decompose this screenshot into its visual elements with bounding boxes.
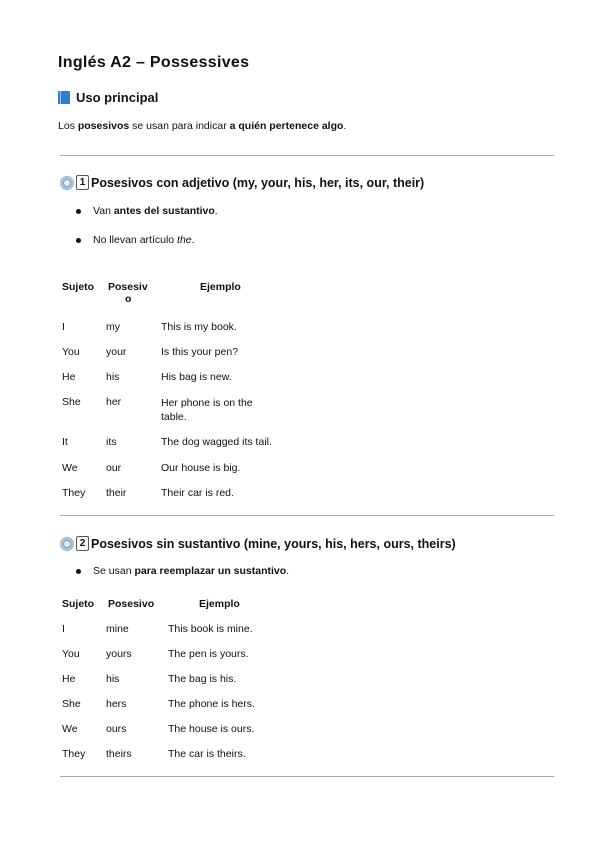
intro-text: . <box>343 120 347 132</box>
cell-possessive: your <box>106 346 127 358</box>
cell-possessive: our <box>106 462 122 474</box>
cell-example: Our house is big. <box>161 462 241 474</box>
divider <box>60 776 554 777</box>
cell-subject: You <box>62 648 80 660</box>
cell-subject: They <box>62 487 86 499</box>
cell-example: Is this your pen? <box>161 346 239 358</box>
book-icon <box>58 91 70 104</box>
header-example: Ejemplo <box>200 281 241 293</box>
intro-paragraph <box>58 120 346 132</box>
cell-possessive: her <box>106 396 122 408</box>
bullet-text: No llevan artículo <box>93 234 178 246</box>
cell-example: This book is mine. <box>168 623 253 635</box>
gear-icon <box>60 176 74 190</box>
divider <box>60 515 554 516</box>
header-possessive <box>108 281 148 305</box>
intro-bold-phrase: a quién pertenece algo <box>229 120 344 132</box>
cell-possessive: hers <box>106 698 127 710</box>
header-example: Ejemplo <box>199 598 240 610</box>
section-2-heading <box>60 536 456 551</box>
header-subject: Sujeto <box>62 281 95 293</box>
bullet-text: . <box>191 234 195 246</box>
bullet-text: Van <box>93 205 114 217</box>
cell-subject: I <box>62 623 65 635</box>
cell-subject: He <box>62 371 76 383</box>
bullet-text: . <box>286 565 290 577</box>
cell-example: The dog wagged its tail. <box>161 436 272 448</box>
cell-possessive: its <box>106 436 117 448</box>
header-possessive-line1: Posesiv <box>108 281 148 293</box>
cell-example-line1: Her phone is on the <box>161 397 253 409</box>
bullet-italic: the <box>177 234 192 246</box>
cell-example-line2: table. <box>161 411 187 423</box>
cell-example: The car is theirs. <box>168 748 246 760</box>
cell-example: This is my book. <box>161 321 237 333</box>
intro-bold-term: posesivos <box>77 120 130 132</box>
cell-subject: It <box>62 436 68 448</box>
cell-possessive: theirs <box>106 748 132 760</box>
section-1-heading <box>60 175 424 190</box>
page-title: Inglés A2 – Possessives <box>58 54 250 71</box>
cell-possessive: yours <box>106 648 132 660</box>
section-subheading <box>58 90 158 105</box>
cell-subject: He <box>62 673 76 685</box>
subheading-text: Uso principal <box>76 90 159 105</box>
intro-text: Los <box>58 120 78 132</box>
section-2-bullets <box>76 565 289 594</box>
cell-example: His bag is new. <box>161 371 232 383</box>
bullet-text: Se usan <box>93 565 135 577</box>
header-subject: Sujeto <box>62 598 95 610</box>
list-item <box>76 565 289 594</box>
cell-subject: You <box>62 346 80 358</box>
cell-subject: She <box>62 698 81 710</box>
cell-example: Their car is red. <box>161 487 234 499</box>
cell-example: The pen is yours. <box>168 648 249 660</box>
cell-subject: I <box>62 321 65 333</box>
list-item <box>76 234 218 263</box>
header-possessive-line2: o <box>125 293 132 305</box>
bullet-bold: antes del sustantivo <box>113 205 215 217</box>
section-1-bullets <box>76 205 218 263</box>
cell-possessive: mine <box>106 623 129 635</box>
cell-subject: We <box>62 723 78 735</box>
cell-example <box>161 396 253 424</box>
cell-example: The phone is hers. <box>168 698 255 710</box>
bullet-bold: para reemplazar un sustantivo <box>134 565 287 577</box>
cell-possessive: ours <box>106 723 127 735</box>
divider <box>60 155 554 156</box>
cell-possessive: their <box>106 487 127 499</box>
gear-icon <box>60 537 74 551</box>
header-possessive: Posesivo <box>108 598 155 610</box>
cell-possessive: his <box>106 371 120 383</box>
bullet-text: . <box>214 205 218 217</box>
number-1-icon: 1 <box>76 175 89 190</box>
cell-subject: We <box>62 462 78 474</box>
cell-example: The house is ours. <box>168 723 255 735</box>
cell-possessive: his <box>106 673 120 685</box>
cell-subject: They <box>62 748 86 760</box>
section-1-title: Posesivos con adjetivo (my, your, his, her, its, our, their) <box>91 175 425 190</box>
list-item <box>76 205 218 234</box>
section-2-title: Posesivos sin sustantivo (mine, yours, his, hers, ours, theirs) <box>91 536 456 551</box>
intro-text: se usan para indicar <box>129 120 230 132</box>
cell-example: The bag is his. <box>168 673 237 685</box>
number-2-icon: 2 <box>76 536 89 551</box>
cell-possessive: my <box>106 321 120 333</box>
cell-subject: She <box>62 396 81 408</box>
